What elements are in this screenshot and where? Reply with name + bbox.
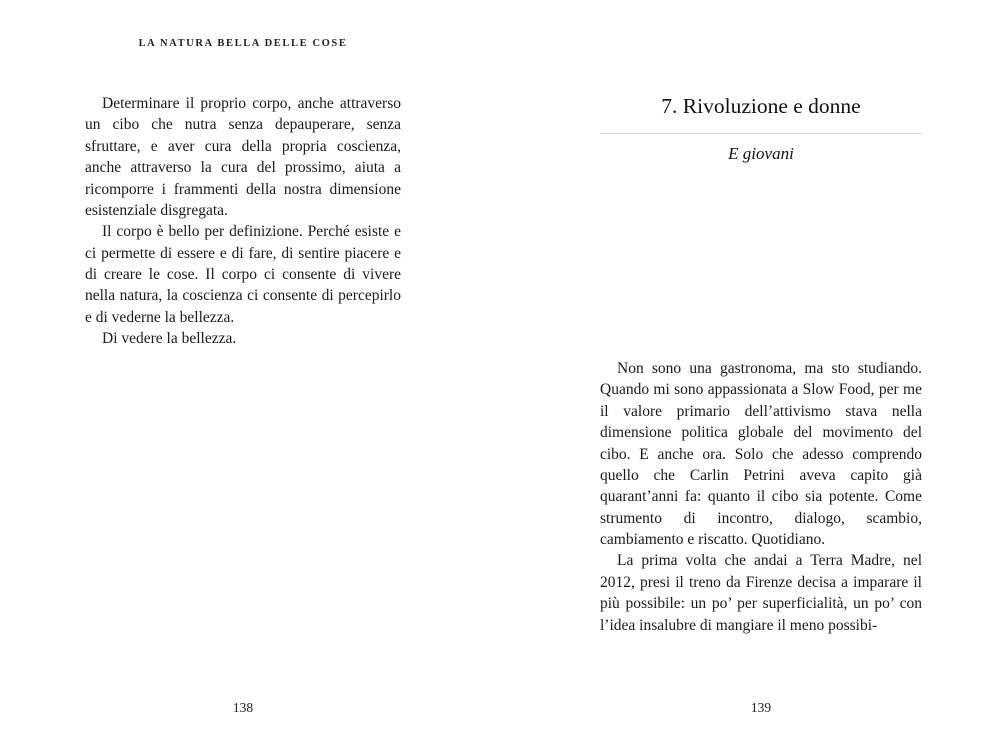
right-page-number: 139: [750, 700, 772, 715]
right-page-body: [600, 358, 922, 636]
paragraph: Determinare il proprio corpo, anche attraverso un cibo che nutra senza depauperare, senza sfruttare, e aver cura della propria coscienza, anche attraverso la cura del prossimo, aiuta a ricomporre i frammenti della nostra dimensione esistenziale disgregata.: [85, 95, 401, 219]
paragraph: Il corpo è bello per definizione. Perché esiste e ci permette di essere e di fare, di sentire piacere e di creare le cose. Il corpo ci consente di vivere nella natura, la coscienza ci consente di percepirlo e di vederne la bellezza.: [85, 223, 401, 326]
chapter-heading: [600, 94, 922, 164]
paragraph: La prima volta che andai a Terra Madre, nel 2012, presi il treno da Firenze decisa a imparare il più possibile: un po’ per superficialità, un po’ con l’idea insalubre di mangiare il meno possibi-: [600, 552, 922, 634]
paragraph: Non sono una gastronoma, ma sto studiando. Quando mi sono appassionata a Slow Food, per me il valore primario dell’attivismo stava nella dimensione politica globale del movimento del cibo. E anche ora. Solo che adesso comprendo quello che Carlin Petrini aveva capito già quarant’anni fa: quanto il cibo sia potente. Come strumento di incontro, dialogo, scambio, cambiamento e riscatto. Quotidiano.: [600, 360, 922, 548]
left-page: [85, 0, 401, 750]
left-page-body: [85, 93, 401, 350]
running-header: LA NATURA BELLA DELLE COSE: [138, 38, 348, 49]
chapter-subtitle: E giovani: [728, 144, 794, 163]
chapter-title: 7. Rivoluzione e donne: [661, 94, 861, 118]
right-page: [600, 0, 922, 750]
paragraph: Di vedere la bellezza.: [102, 330, 237, 348]
left-page-number: 138: [232, 700, 254, 715]
chapter-divider: [600, 133, 922, 134]
